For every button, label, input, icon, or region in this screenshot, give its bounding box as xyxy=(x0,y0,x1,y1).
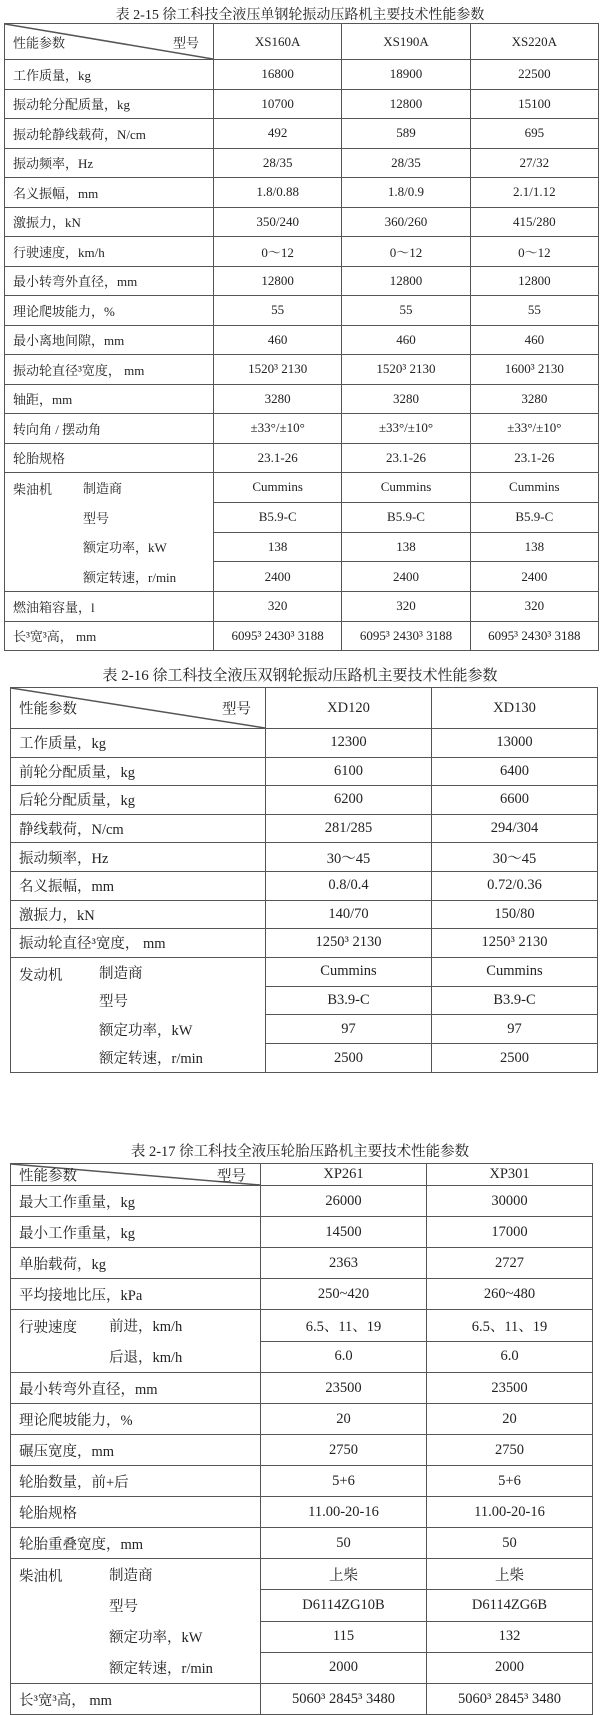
value-cell: 5+6 xyxy=(427,1466,593,1497)
group-item-label: 前进，km/h xyxy=(109,1319,183,1335)
table-2-17 xyxy=(10,1163,593,1715)
value-cell: 460 xyxy=(214,325,342,355)
header-param-label: 性能参数 xyxy=(13,35,66,50)
table-row xyxy=(11,1279,593,1310)
value-cell: 6.0 xyxy=(261,1341,427,1373)
row-label: 轮胎数量，前+后 xyxy=(11,1466,261,1497)
value-cell: 20 xyxy=(261,1404,427,1435)
row-label: 平均接地比压，kPa xyxy=(11,1279,261,1310)
table-row xyxy=(11,1217,593,1248)
value-cell: 22500 xyxy=(470,60,598,90)
value-cell: 上柴 xyxy=(427,1559,593,1590)
row-label: 工作质量，kg xyxy=(11,729,266,758)
value-cell: 5060³ 2845³ 3480 xyxy=(427,1684,593,1715)
value-cell: 6.0 xyxy=(427,1341,593,1373)
value-cell: 14500 xyxy=(261,1217,427,1248)
value-cell: 12800 xyxy=(342,89,470,119)
table-2-17-title: 表 2-17 徐工科技全液压轮胎压路机主要技术性能参数 xyxy=(130,1144,470,1160)
value-cell: 492 xyxy=(214,119,342,149)
value-cell: 5060³ 2845³ 3480 xyxy=(261,1684,427,1715)
value-cell: 6600 xyxy=(432,786,598,815)
value-cell: Cummins xyxy=(342,473,470,503)
value-cell: 55 xyxy=(214,296,342,326)
value-cell: 2750 xyxy=(427,1435,593,1466)
value-cell: 320 xyxy=(470,592,598,622)
table-row xyxy=(11,1248,593,1279)
table-row xyxy=(5,414,599,444)
value-cell: 18900 xyxy=(342,60,470,90)
value-cell: Cummins xyxy=(266,957,432,986)
value-cell: 1520³ 2130 xyxy=(214,355,342,385)
table-row xyxy=(11,1559,593,1590)
value-cell: 2000 xyxy=(427,1652,593,1683)
value-cell: B5.9-C xyxy=(214,502,342,532)
value-cell: 97 xyxy=(432,1015,598,1044)
row-label: 静线载荷，N/cm xyxy=(11,814,266,843)
value-cell: 30～45 xyxy=(266,843,432,872)
header-row xyxy=(11,688,598,729)
table-row xyxy=(5,296,599,326)
value-cell: 6095³ 2430³ 3188 xyxy=(214,621,342,651)
value-cell: 2500 xyxy=(432,1044,598,1073)
value-cell: 2400 xyxy=(342,562,470,592)
table-row xyxy=(11,1684,593,1715)
value-cell: 55 xyxy=(470,296,598,326)
value-cell: B5.9-C xyxy=(470,502,598,532)
value-cell: 589 xyxy=(342,119,470,149)
value-cell: 0.72/0.36 xyxy=(432,871,598,900)
row-label: 振动轮直径³宽度， mm xyxy=(5,355,214,385)
table-row xyxy=(11,871,598,900)
row-label: 理论爬坡能力，% xyxy=(5,296,214,326)
value-cell: 17000 xyxy=(427,1217,593,1248)
header-param-label: 性能参数 xyxy=(19,1168,77,1184)
row-label: 长³宽³高， mm xyxy=(5,621,214,651)
group-item-label: 后退，km/h xyxy=(109,1350,183,1366)
value-cell: 50 xyxy=(261,1528,427,1559)
table-row xyxy=(11,729,598,758)
value-cell: 6.5、11、19 xyxy=(427,1310,593,1342)
value-cell: 6.5、11、19 xyxy=(261,1310,427,1342)
header-row xyxy=(11,1164,593,1186)
group-item-label: 额定转速，r/min xyxy=(99,1051,203,1068)
value-cell: 1.8/0.88 xyxy=(214,178,342,208)
value-cell: 5+6 xyxy=(261,1466,427,1497)
table-row xyxy=(5,148,599,178)
table-row xyxy=(5,60,599,90)
value-cell: 28/35 xyxy=(342,148,470,178)
table-row xyxy=(11,1373,593,1404)
value-cell: 50 xyxy=(427,1528,593,1559)
value-cell: 138 xyxy=(470,532,598,562)
header-model-label: 型号 xyxy=(217,1168,246,1184)
value-cell: 6095³ 2430³ 3188 xyxy=(470,621,598,651)
header-diagonal-cell xyxy=(5,24,214,60)
table-row xyxy=(5,119,599,149)
value-cell: 30000 xyxy=(427,1186,593,1217)
value-cell: 260~480 xyxy=(427,1279,593,1310)
value-cell: 138 xyxy=(342,532,470,562)
value-cell: 11.00-20-16 xyxy=(261,1497,427,1528)
header-diagonal-cell xyxy=(11,1164,261,1186)
model-header: XD130 xyxy=(432,688,598,729)
table-row xyxy=(11,814,598,843)
value-cell: 6095³ 2430³ 3188 xyxy=(342,621,470,651)
row-label: 最小转弯外直径，mm xyxy=(5,266,214,296)
row-label: 名义振幅，mm xyxy=(5,178,214,208)
value-cell: 150/80 xyxy=(432,900,598,929)
group-item-label: 型号 xyxy=(83,510,110,526)
row-label: 碾压宽度，mm xyxy=(11,1435,261,1466)
value-cell: 2400 xyxy=(214,562,342,592)
value-cell: 12800 xyxy=(342,266,470,296)
table-row xyxy=(11,900,598,929)
value-cell: 23500 xyxy=(427,1373,593,1404)
value-cell: 30～45 xyxy=(432,843,598,872)
value-cell: 1250³ 2130 xyxy=(266,929,432,958)
table-2-16 xyxy=(10,687,598,1073)
value-cell: 16800 xyxy=(214,60,342,90)
value-cell: B5.9-C xyxy=(342,502,470,532)
group-item-label: 制造商 xyxy=(83,481,123,497)
value-cell: 10700 xyxy=(214,89,342,119)
row-label: 轮胎重叠宽度，mm xyxy=(11,1528,261,1559)
value-cell: 12300 xyxy=(266,729,432,758)
value-cell: 1.8/0.9 xyxy=(342,178,470,208)
group-item-label: 制造商 xyxy=(99,965,143,982)
value-cell: 140/70 xyxy=(266,900,432,929)
group-label: 发动机 xyxy=(19,967,63,984)
value-cell: 250~420 xyxy=(261,1279,427,1310)
row-label: 最小离地间隙，mm xyxy=(5,325,214,355)
value-cell: 360/260 xyxy=(342,207,470,237)
value-cell: 1520³ 2130 xyxy=(342,355,470,385)
value-cell: 3280 xyxy=(342,384,470,414)
value-cell: 23.1-26 xyxy=(470,443,598,473)
value-cell: 695 xyxy=(470,119,598,149)
value-cell: 11.00-20-16 xyxy=(427,1497,593,1528)
value-cell: 320 xyxy=(214,592,342,622)
header-row xyxy=(5,24,599,60)
value-cell: 23.1-26 xyxy=(214,443,342,473)
value-cell: ±33°/±10° xyxy=(214,414,342,444)
table-row xyxy=(5,355,599,385)
value-cell: 0～12 xyxy=(470,237,598,267)
value-cell: 0.8/0.4 xyxy=(266,871,432,900)
value-cell: 23500 xyxy=(261,1373,427,1404)
table-row xyxy=(5,266,599,296)
model-header: XP261 xyxy=(261,1164,427,1186)
row-label: 振动频率，Hz xyxy=(5,148,214,178)
value-cell: 350/240 xyxy=(214,207,342,237)
group-item-label: 型号 xyxy=(109,1599,138,1615)
model-header: XS220A xyxy=(470,24,598,60)
row-label: 最大工作重量，kg xyxy=(11,1186,261,1217)
table-row xyxy=(11,1528,593,1559)
group-item-label: 额定功率，kW xyxy=(109,1630,203,1646)
value-cell: 460 xyxy=(470,325,598,355)
value-cell: 2363 xyxy=(261,1248,427,1279)
table-row xyxy=(5,178,599,208)
row-label: 激振力，kN xyxy=(11,900,266,929)
value-cell: 15100 xyxy=(470,89,598,119)
table-2-15-title: 表 2-15 徐工科技全液压单钢轮振动压路机主要技术性能参数 xyxy=(115,8,485,23)
value-cell: 12800 xyxy=(470,266,598,296)
table-row xyxy=(11,957,598,986)
value-cell: Cummins xyxy=(432,957,598,986)
table-row xyxy=(5,473,599,503)
value-cell: 2500 xyxy=(266,1044,432,1073)
value-cell: 28/35 xyxy=(214,148,342,178)
value-cell: 12800 xyxy=(214,266,342,296)
group-label-cell xyxy=(11,957,266,1072)
group-label-cell xyxy=(11,1559,261,1684)
row-label: 工作质量，kg xyxy=(5,60,214,90)
value-cell: ±33°/±10° xyxy=(342,414,470,444)
table-row xyxy=(11,1466,593,1497)
value-cell: 20 xyxy=(427,1404,593,1435)
row-label: 转向角 / 摆动角 xyxy=(5,414,214,444)
table-row xyxy=(11,1404,593,1435)
value-cell: 320 xyxy=(342,592,470,622)
header-param-label: 性能参数 xyxy=(19,701,77,718)
value-cell: 415/280 xyxy=(470,207,598,237)
value-cell: ±33°/±10° xyxy=(470,414,598,444)
table-row xyxy=(11,929,598,958)
value-cell: Cummins xyxy=(214,473,342,503)
value-cell: 23.1-26 xyxy=(342,443,470,473)
row-label: 名义振幅，mm xyxy=(11,871,266,900)
table-row xyxy=(11,786,598,815)
row-label: 最小工作重量，kg xyxy=(11,1217,261,1248)
value-cell: 0～12 xyxy=(214,237,342,267)
row-label: 振动频率，Hz xyxy=(11,843,266,872)
value-cell: 460 xyxy=(342,325,470,355)
value-cell: Cummins xyxy=(470,473,598,503)
header-model-label: 型号 xyxy=(172,35,199,50)
model-header: XS190A xyxy=(342,24,470,60)
group-item-label: 额定功率，kW xyxy=(99,1022,193,1039)
value-cell: 294/304 xyxy=(432,814,598,843)
table-row xyxy=(11,1310,593,1342)
row-label: 长³宽³高， mm xyxy=(11,1684,261,1715)
value-cell: 6200 xyxy=(266,786,432,815)
group-label: 柴油机 xyxy=(19,1569,63,1585)
value-cell: B3.9-C xyxy=(432,986,598,1015)
row-label: 振动轮静线载荷，N/cm xyxy=(5,119,214,149)
row-label: 理论爬坡能力，% xyxy=(11,1404,261,1435)
table-row xyxy=(5,384,599,414)
row-label: 轴距，mm xyxy=(5,384,214,414)
group-label: 柴油机 xyxy=(13,482,53,497)
row-label: 振动轮直径³宽度， mm xyxy=(11,929,266,958)
value-cell: 55 xyxy=(342,296,470,326)
table-row xyxy=(5,89,599,119)
group-label-cell xyxy=(5,473,214,592)
table-2-15 xyxy=(4,23,599,651)
row-label: 燃油箱容量，l xyxy=(5,592,214,622)
value-cell: D6114ZG6B xyxy=(427,1590,593,1621)
row-label: 振动轮分配质量，kg xyxy=(5,89,214,119)
row-label: 轮胎规格 xyxy=(5,443,214,473)
row-label: 后轮分配质量，kg xyxy=(11,786,266,815)
value-cell: 138 xyxy=(214,532,342,562)
group-label-cell xyxy=(11,1310,261,1373)
header-diagonal-cell xyxy=(11,688,266,729)
value-cell: 97 xyxy=(266,1015,432,1044)
row-label: 激振力，kN xyxy=(5,207,214,237)
value-cell: 132 xyxy=(427,1621,593,1652)
table-row xyxy=(11,1497,593,1528)
value-cell: 6100 xyxy=(266,757,432,786)
table-row xyxy=(5,237,599,267)
table-2-16-title: 表 2-16 徐工科技全液压双钢轮振动压路机主要技术性能参数 xyxy=(102,668,498,684)
value-cell: 27/32 xyxy=(470,148,598,178)
value-cell: 3280 xyxy=(470,384,598,414)
table-row xyxy=(5,592,599,622)
header-model-label: 型号 xyxy=(222,701,251,718)
value-cell: 2400 xyxy=(470,562,598,592)
group-item-label: 额定功率，kW xyxy=(83,540,167,556)
group-item-label: 制造商 xyxy=(109,1568,153,1584)
value-cell: 1600³ 2130 xyxy=(470,355,598,385)
row-label: 最小转弯外直径，mm xyxy=(11,1373,261,1404)
value-cell: 2750 xyxy=(261,1435,427,1466)
table-row xyxy=(11,757,598,786)
value-cell: 2727 xyxy=(427,1248,593,1279)
value-cell: 26000 xyxy=(261,1186,427,1217)
model-header: XP301 xyxy=(427,1164,593,1186)
value-cell: 3280 xyxy=(214,384,342,414)
value-cell: 0～12 xyxy=(342,237,470,267)
group-item-label: 额定转速，r/min xyxy=(109,1661,213,1677)
table-row xyxy=(5,207,599,237)
row-label: 单胎载荷，kg xyxy=(11,1248,261,1279)
group-label: 行驶速度 xyxy=(19,1320,77,1336)
value-cell: 115 xyxy=(261,1621,427,1652)
model-header: XS160A xyxy=(214,24,342,60)
value-cell: D6114ZG10B xyxy=(261,1590,427,1621)
group-item-label: 型号 xyxy=(99,994,128,1011)
value-cell: 6400 xyxy=(432,757,598,786)
value-cell: 1250³ 2130 xyxy=(432,929,598,958)
group-item-label: 额定转速，r/min xyxy=(83,569,177,585)
row-label: 轮胎规格 xyxy=(11,1497,261,1528)
row-label: 前轮分配质量，kg xyxy=(11,757,266,786)
row-label: 行驶速度，km/h xyxy=(5,237,214,267)
value-cell: 13000 xyxy=(432,729,598,758)
value-cell: 上柴 xyxy=(261,1559,427,1590)
value-cell: B3.9-C xyxy=(266,986,432,1015)
model-header: XD120 xyxy=(266,688,432,729)
table-row xyxy=(5,621,599,651)
value-cell: 2000 xyxy=(261,1652,427,1683)
value-cell: 281/285 xyxy=(266,814,432,843)
table-row xyxy=(11,1186,593,1217)
value-cell: 2.1/1.12 xyxy=(470,178,598,208)
table-row xyxy=(5,443,599,473)
table-row xyxy=(11,843,598,872)
table-row xyxy=(11,1435,593,1466)
table-row xyxy=(5,325,599,355)
